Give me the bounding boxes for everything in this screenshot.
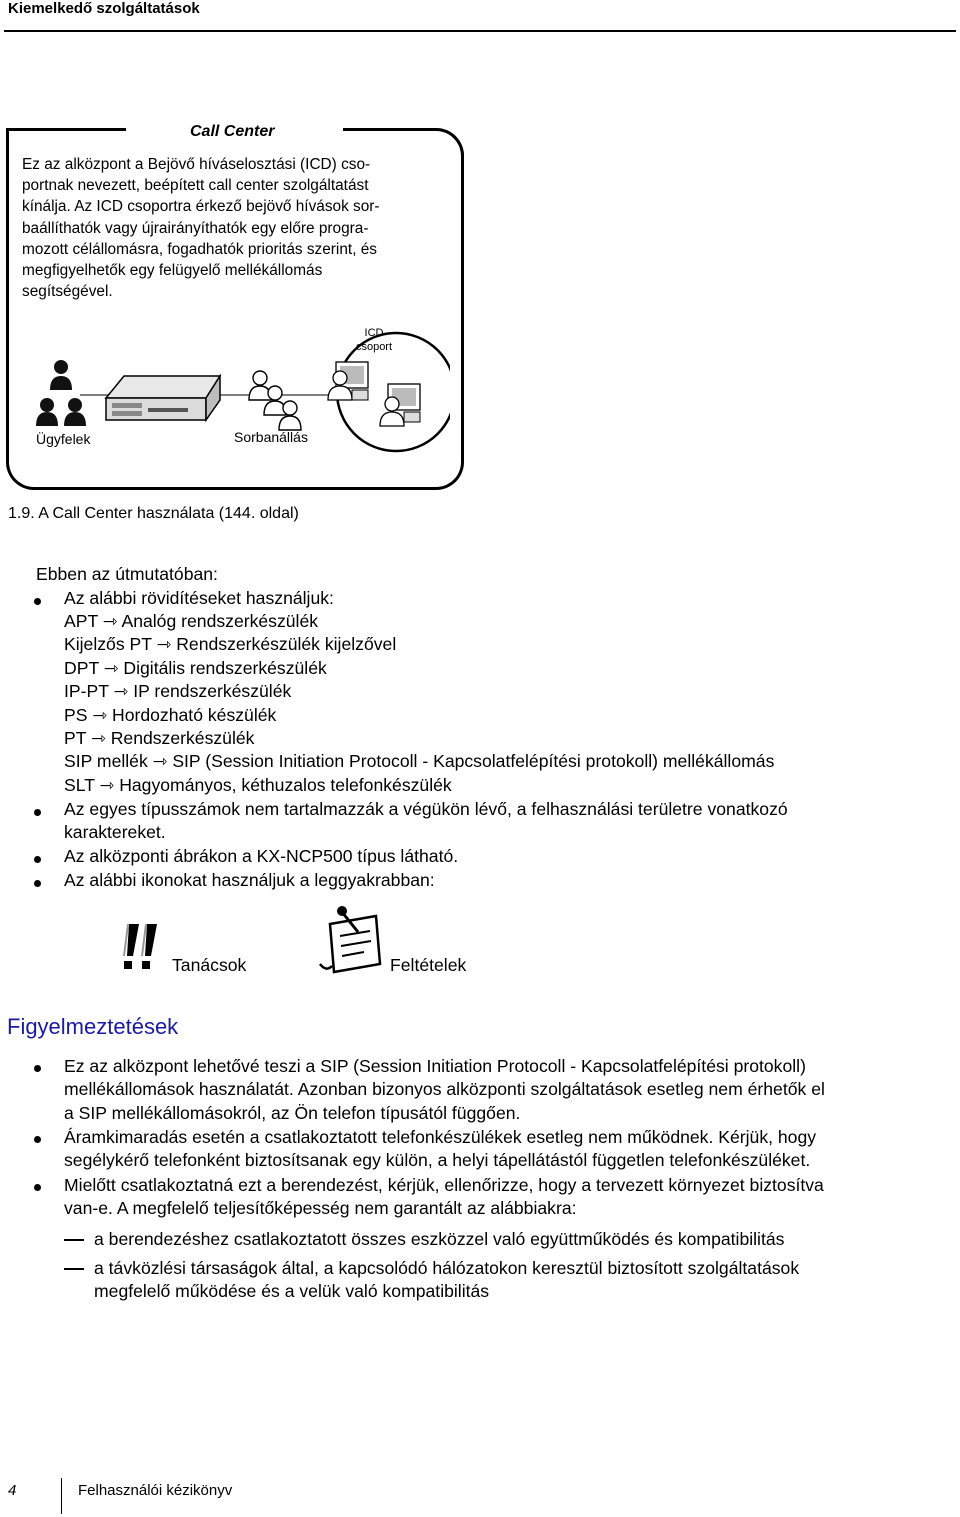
abbreviation-item: Kijelzős PT ⇾ Rendszerkészülék kijelzővel — [64, 634, 397, 655]
sub-item-compatibility: a berendezéshez csatlakoztatott összes eszközzel való együttműködés és kompatibilitás — [94, 1229, 785, 1249]
queue-label: Sorbanállás — [234, 429, 308, 445]
bullet-model: Az alközponti ábrákon a KX-NCP500 típus látható. — [64, 846, 459, 866]
text-line: kínálja. Az ICD csoportra érkező bejövő hívások sor- — [22, 198, 380, 216]
text-line: megfigyelhetők egy felügyelő mellékállomás — [22, 262, 323, 280]
sub-item-network-services — [94, 1257, 799, 1304]
arrow-icon: ⇾ — [92, 704, 108, 725]
text-line: segítségével. — [22, 283, 113, 301]
arrow-icon: ⇾ — [103, 657, 119, 678]
tips-icon-label: Tanácsok — [172, 955, 247, 975]
call-center-description — [22, 154, 452, 302]
arrow-icon: ⇾ — [102, 611, 118, 631]
warning-power-outage — [64, 1126, 816, 1173]
text-line: Áramkimaradás esetén a csatlakoztatott telefonkészülékek esetleg nem működnek. Kérjük, hogy — [64, 1127, 817, 1147]
footer-title: Felhasználói kézikönyv — [78, 1482, 233, 1499]
warning-sip — [64, 1055, 825, 1125]
icd-group-label — [352, 326, 396, 354]
abbreviation-item: DPT ⇾ Digitális rendszerkészülék — [64, 657, 327, 678]
dash-marker — [64, 1268, 84, 1270]
bullet-dot — [34, 1065, 41, 1072]
arrow-icon: ⇾ — [113, 681, 129, 702]
abbreviation-item: SIP mellék ⇾ SIP (Session Initiation Protocoll - Kapcsolatfelépítési protokoll) mellékállomás — [64, 751, 775, 772]
arrow-icon: ⇾ — [91, 728, 106, 749]
icd-label-line: csoport — [355, 341, 393, 353]
conditions-icon-label: Feltételek — [390, 955, 467, 975]
bullet-dot — [34, 598, 41, 605]
agent-workstation-icon — [380, 384, 420, 426]
pbx-unit-icon — [106, 376, 220, 420]
text-line: karaktereket. — [64, 822, 166, 843]
arrow-icon: ⇾ — [152, 751, 168, 772]
call-center-box-top-left-edge — [6, 128, 126, 131]
text-line: baállíthatók vagy újrairányíthatók egy előre progra- — [22, 219, 369, 237]
conditions-notepad-icon — [318, 902, 384, 976]
text-line: Ez az alközpont lehetővé teszi a SIP (Session Initiation Protocoll - Kapcsolatfelépítési protokoll) — [64, 1056, 806, 1076]
bullet-dot — [34, 1184, 41, 1191]
arrow-icon: ⇾ — [99, 774, 115, 795]
guide-heading: Ebben az útmutatóban: — [36, 564, 218, 584]
text-line: segélykérő telefonként biztosítsanak egy külön, a helyi tápellátástól független telefonkészüléket. — [64, 1150, 811, 1171]
agent-workstation-icon — [328, 362, 368, 400]
call-center-title: Call Center — [190, 123, 275, 140]
customers-icon — [36, 360, 86, 426]
abbreviation-item: APT ⇾ Analóg rendszerkészülék — [64, 611, 319, 631]
footer-divider — [61, 1478, 62, 1514]
text-line: a SIP mellékállomásokról, az Ön telefon típusától függően. — [64, 1102, 521, 1123]
figure-caption: 1.9. A Call Center használata (144. oldal) — [8, 505, 299, 522]
bullet-dot — [34, 856, 41, 863]
queue-persons-icon — [249, 371, 301, 430]
text-line: Az egyes típusszámok nem tartalmazzák a végükön lévő, a felhasználási területre vonatkozó — [64, 799, 788, 819]
bullet-icons: Az alábbi ikonokat használjuk a leggyakrabban: — [64, 870, 435, 890]
customers-label: Ügyfelek — [36, 431, 91, 447]
text-line: Mielőtt csatlakoztatná ezt a berendezést, kérjük, ellenőrizze, hogy a tervezett környezet biztosítva — [64, 1175, 824, 1195]
warning-environment — [64, 1174, 824, 1221]
page-number: 4 — [8, 1482, 17, 1499]
abbreviation-item: IP-PT ⇾ IP rendszerkészülék — [64, 681, 292, 702]
abbreviation-item: PT ⇾ Rendszerkészülék — [64, 728, 255, 749]
bullet-dot — [34, 1136, 41, 1143]
arrow-icon: ⇾ — [156, 634, 172, 655]
text-line: portnak nevezett, beépített call center szolgáltatást — [22, 177, 369, 195]
abbreviation-item: PS ⇾ Hordozható készülék — [64, 704, 277, 725]
bullet-dot — [34, 809, 41, 816]
text-line: mellékállomások használatát. Azonban bizonyos alközponti szolgáltatások esetleg nem érhetők el — [64, 1079, 825, 1100]
text-line: megfelelő működése és a velük való kompatibilitás — [94, 1281, 490, 1302]
tips-exclamation-icon — [115, 920, 163, 972]
abbreviations-intro: Az alábbi rövidítéseket használjuk: — [64, 588, 334, 608]
text-line: van-e. A megfelelő teljesítőképesség nem garantált az alábbiakra: — [64, 1198, 577, 1219]
abbreviation-item: SLT ⇾ Hagyományos, kéthuzalos telefonkészülék — [64, 774, 452, 795]
header-divider — [4, 30, 956, 32]
dash-marker — [64, 1239, 84, 1241]
page-header-title: Kiemelkedő szolgáltatások — [8, 0, 200, 17]
warnings-title: Figyelmeztetések — [7, 1014, 179, 1039]
text-line: a távközlési társaságok által, a kapcsolódó hálózatokon keresztül biztosított szolgáltatások — [94, 1258, 800, 1278]
icd-label-line: ICD — [364, 327, 384, 339]
abbreviation-list — [64, 610, 774, 797]
bullet-dot — [34, 880, 41, 887]
bullet-type-numbers — [64, 798, 788, 845]
text-line: Ez az alközpont a Bejövő híváselosztási (ICD) cso- — [22, 156, 371, 173]
text-line: mozott célállomásra, fogadhatók prioritás szerint, és — [22, 240, 377, 258]
